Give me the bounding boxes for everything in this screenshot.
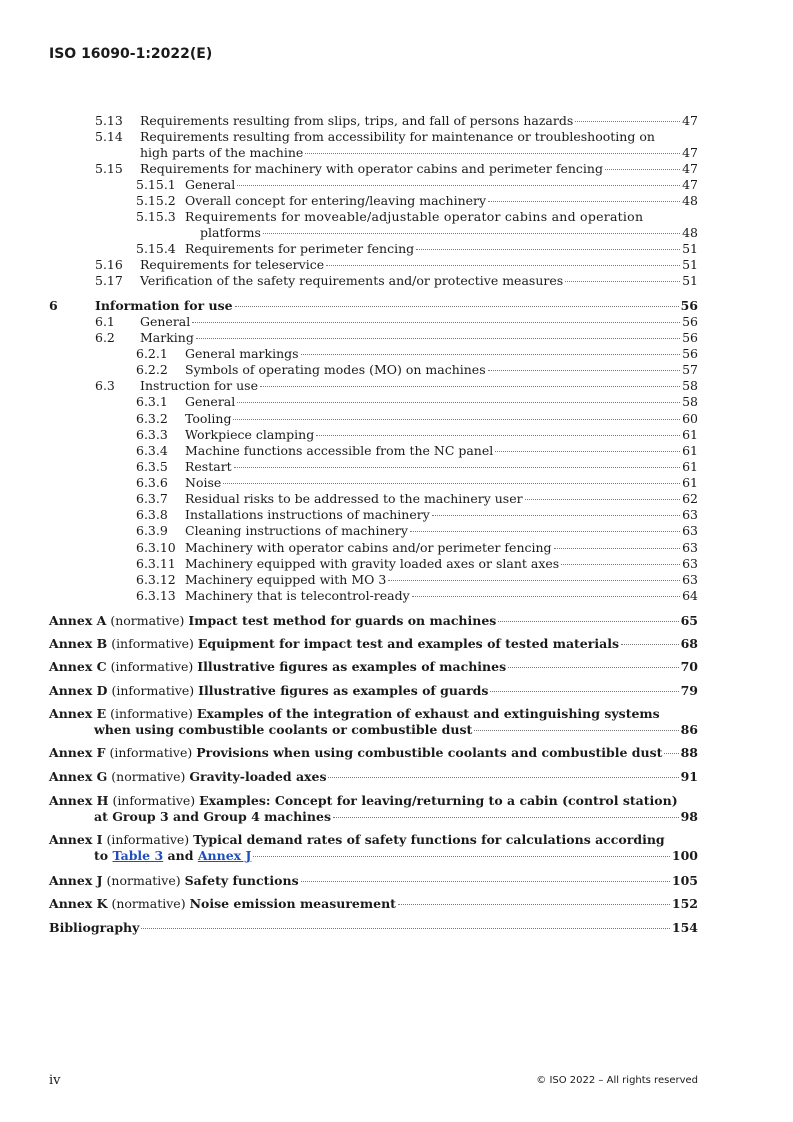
toc-entry[interactable]: 5.15.4 Requirements for perimeter fencing 51 <box>136 241 698 256</box>
toc-entry[interactable]: 6.3.9 Cleaning instructions of machinery 63 <box>136 523 698 538</box>
toc-entry[interactable]: 6.3 Instruction for use 58 <box>95 378 698 393</box>
toc-entry-continuation[interactable]: high parts of the machine 47 <box>140 145 698 160</box>
toc-entry-continuation[interactable]: platforms 48 <box>200 225 698 240</box>
toc-entry[interactable]: 6.3.2 Tooling 60 <box>136 411 698 426</box>
toc-entry[interactable]: 6.2.2 Symbols of operating modes (MO) on machines 57 <box>136 362 698 377</box>
toc-annex-a[interactable]: Annex A (normative) Impact test method for guards on machines 65 <box>49 613 698 628</box>
toc-entry[interactable]: 6.3.3 Workpiece clamping 61 <box>136 427 698 442</box>
toc-entry[interactable]: 5.15.3 Requirements for moveable/adjustable operator cabins and operation <box>136 209 644 224</box>
toc-entry[interactable]: 5.15 Requirements for machinery with operator cabins and perimeter fencing 47 <box>95 161 698 176</box>
toc-annex-b[interactable]: Annex B (informative) Equipment for impact test and examples of tested materials 68 <box>49 636 698 651</box>
toc-entry[interactable]: 6.3.10 Machinery with operator cabins and/or perimeter fencing 63 <box>136 540 698 555</box>
toc-annex-h[interactable]: Annex H (informative) Examples: Concept for leaving/returning to a cabin (control station) <box>49 793 678 808</box>
toc-entry[interactable]: 5.14 Requirements resulting from accessibility for maintenance or troubleshooting on <box>95 129 655 144</box>
toc-entry[interactable]: 6.3.6 Noise 61 <box>136 475 698 490</box>
document-id-header: ISO 16090-1:2022(E) <box>49 46 213 62</box>
table-3-link[interactable]: Table 3 <box>112 848 164 863</box>
copyright-notice: © ISO 2022 – All rights reserved <box>536 1075 698 1086</box>
toc-entry[interactable]: 5.15.1 General 47 <box>136 177 698 192</box>
toc-annex-j[interactable]: Annex J (normative) Safety functions 105 <box>49 873 698 888</box>
toc-entry[interactable]: 6.2 Marking 56 <box>95 330 698 345</box>
toc-annex-f[interactable]: Annex F (informative) Provisions when using combustible coolants and combustible dust 88 <box>49 745 698 760</box>
annex-j-link[interactable]: Annex J <box>197 848 252 863</box>
toc-annex-d[interactable]: Annex D (informative) Illustrative figures as examples of guards 79 <box>49 683 698 698</box>
toc-entry[interactable]: 5.17 Verification of the safety requirements and/or protective measures 51 <box>95 273 698 288</box>
toc-entry[interactable]: 5.13 Requirements resulting from slips, trips, and fall of persons hazards 47 <box>95 113 698 128</box>
toc-entry[interactable]: 6.1 General 56 <box>95 314 698 329</box>
toc-annex-i-continuation[interactable]: to Table 3 and Annex J 100 <box>94 848 698 863</box>
toc-annex-g[interactable]: Annex G (normative) Gravity-loaded axes 91 <box>49 769 698 784</box>
toc-annex-h-continuation[interactable]: at Group 3 and Group 4 machines 98 <box>94 809 698 824</box>
toc-entry[interactable]: 6.3.12 Machinery equipped with MO 3 63 <box>136 572 698 587</box>
toc-annex-i[interactable]: Annex I (informative) Typical demand rates of safety functions for calculations according <box>49 832 665 847</box>
toc-entry[interactable]: 6.3.13 Machinery that is telecontrol-ready 64 <box>136 588 698 603</box>
toc-annex-e-continuation[interactable]: when using combustible coolants or combustible dust 86 <box>94 722 698 737</box>
toc-entry[interactable]: 6.3.7 Residual risks to be addressed to the machinery user 62 <box>136 491 698 506</box>
toc-entry[interactable]: 6.2.1 General markings 56 <box>136 346 698 361</box>
toc-entry[interactable]: 6.3.1 General 58 <box>136 394 698 409</box>
toc-entry[interactable]: 6.3.11 Machinery equipped with gravity loaded axes or slant axes 63 <box>136 556 698 571</box>
toc-entry-clause[interactable]: 6 Information for use 56 <box>49 298 698 313</box>
toc-annex-c[interactable]: Annex C (informative) Illustrative figures as examples of machines 70 <box>49 659 698 674</box>
toc-entry[interactable]: 6.3.5 Restart 61 <box>136 459 698 474</box>
toc-entry[interactable]: 5.15.2 Overall concept for entering/leaving machinery 48 <box>136 193 698 208</box>
toc-entry[interactable]: 5.16 Requirements for teleservice 51 <box>95 257 698 272</box>
toc-bibliography[interactable]: Bibliography 154 <box>49 920 698 935</box>
toc-annex-e[interactable]: Annex E (informative) Examples of the integration of exhaust and extinguishing systems <box>49 706 660 721</box>
toc-annex-k[interactable]: Annex K (normative) Noise emission measurement 152 <box>49 896 698 911</box>
page-number: iv <box>49 1073 61 1088</box>
toc-entry[interactable]: 6.3.8 Installations instructions of machinery 63 <box>136 507 698 522</box>
toc-entry[interactable]: 6.3.4 Machine functions accessible from the NC panel 61 <box>136 443 698 458</box>
